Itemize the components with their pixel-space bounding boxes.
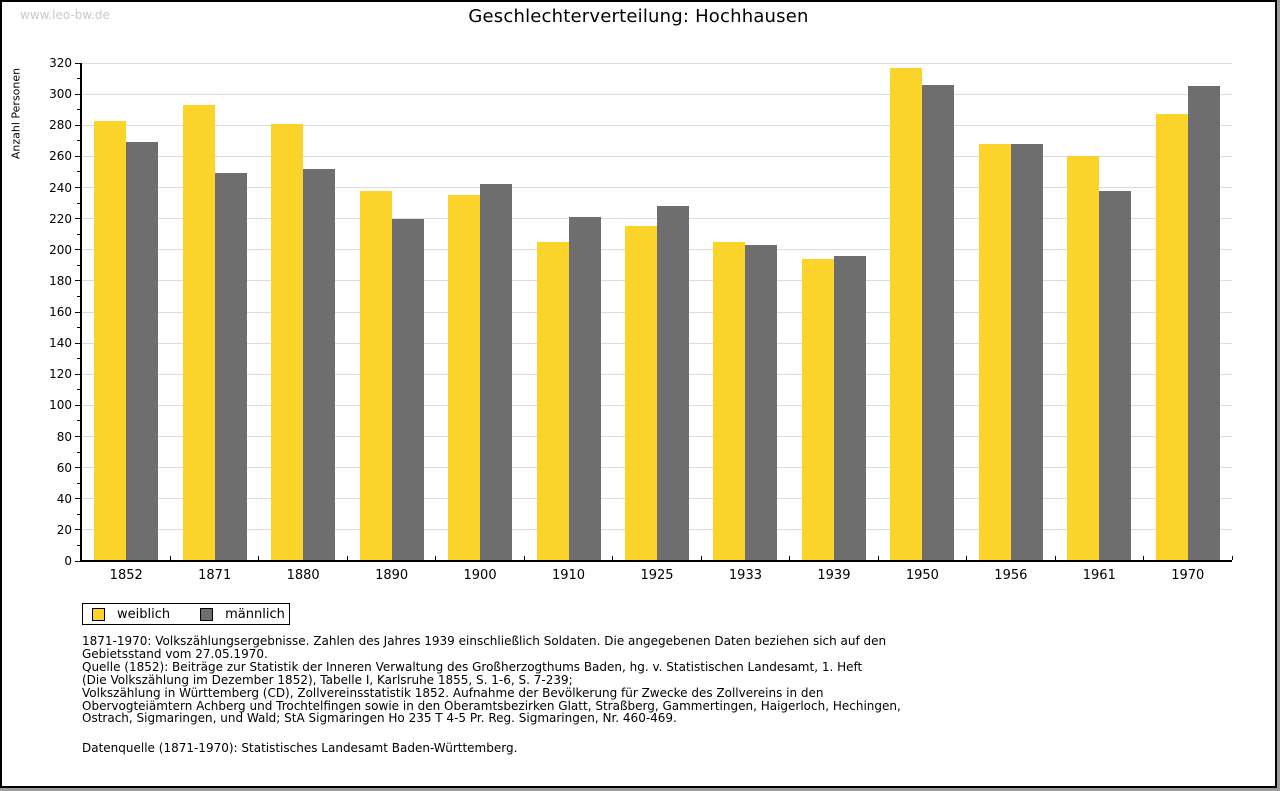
footer-line: Volkszählung in Württemberg (CD), Zollvereinsstatistik 1852. Aufnahme der Bevölkerung für Zwecke des Zollvereins in den [82, 685, 824, 700]
y-minor-tick [77, 358, 80, 359]
y-minor-tick [77, 78, 80, 79]
bar-maennlich-1939 [834, 256, 866, 561]
bar-maennlich-1961 [1099, 191, 1131, 561]
y-axis-line [80, 63, 82, 562]
gridline [82, 63, 1232, 64]
y-tick-label: 260 [49, 149, 72, 164]
y-major-tick [75, 312, 80, 313]
y-major-tick [75, 498, 80, 499]
y-tick-label: 0 [64, 554, 72, 568]
bar-weiblich-1933 [713, 242, 745, 561]
bar-maennlich-1950 [922, 85, 954, 561]
bar-weiblich-1900 [448, 195, 480, 561]
legend-label-maennlich: männlich [225, 606, 285, 622]
y-minor-tick [77, 389, 80, 390]
y-major-tick [75, 405, 80, 406]
footer-line: (Die Volkszählung im Dezember 1852), Tabelle I, Karlsruhe 1855, S. 1-6, S. 7-239; [82, 672, 573, 687]
bar-maennlich-1871 [215, 173, 247, 561]
x-label-1933: 1933 [728, 568, 762, 583]
y-major-tick [75, 125, 80, 126]
y-major-tick [75, 187, 80, 188]
bar-maennlich-1910 [569, 217, 601, 561]
footer-line: Obervogteiämtern Achberg und Trochtelfingen sowie in den Oberamtsbezirken Glatt, Straßberg, Gammertingen, Haigerloch, Hechingen, [82, 698, 901, 713]
y-major-tick [75, 63, 80, 64]
gridline [82, 94, 1232, 95]
x-tick [1143, 556, 1144, 560]
bar-maennlich-1900 [480, 184, 512, 561]
y-major-tick [75, 467, 80, 468]
x-tick [612, 556, 613, 560]
footer-datasource: Datenquelle (1871-1970): Statistisches Landesamt Baden-Württemberg. [82, 741, 518, 756]
y-minor-tick [77, 203, 80, 204]
x-tick [347, 556, 348, 560]
x-label-1910: 1910 [551, 568, 586, 583]
x-label-1852: 1852 [109, 568, 143, 583]
y-minor-tick [77, 296, 80, 297]
bar-maennlich-1852 [126, 142, 158, 561]
x-label-1880: 1880 [286, 568, 320, 583]
chart-title: Geschlechterverteilung: Hochhausen [468, 6, 809, 27]
bar-weiblich-1970 [1156, 114, 1188, 561]
legend-swatch-weiblich [92, 608, 105, 621]
x-label-1871: 1871 [198, 568, 232, 583]
x-tick [170, 556, 171, 560]
y-minor-tick [77, 109, 80, 110]
footer-line: Ostrach, Sigmaringen, und Wald; StA Sigmaringen Ho 235 T 4-5 Pr. Reg. Sigmaringen, Nr. 460-469. [82, 711, 677, 726]
footer-line: 1871-1970: Volkszählungsergebnisse. Zahlen des Jahres 1939 einschließlich Soldaten. Die angegebenen Daten beziehen sich auf den [82, 634, 887, 648]
footer-line: Quelle (1852): Beiträge zur Statistik der Inneren Verwaltung des Großherzogthums Baden, hg. v. Statistischen Landesamt, 1. Heft [82, 659, 863, 674]
gridline [82, 125, 1232, 126]
gridline [82, 187, 1232, 188]
bar-weiblich-1871 [183, 105, 215, 561]
y-minor-tick [77, 514, 80, 515]
bar-maennlich-1970 [1188, 86, 1220, 561]
y-minor-tick [77, 483, 80, 484]
legend-swatch-maennlich [200, 608, 213, 621]
y-tick-label: 100 [49, 398, 72, 413]
y-tick-label: 200 [49, 242, 72, 257]
x-label-1950: 1950 [905, 568, 939, 583]
y-minor-tick [77, 171, 80, 172]
y-tick-label: 320 [49, 56, 72, 70]
bar-weiblich-1939 [802, 259, 834, 561]
x-tick [966, 556, 967, 560]
legend [82, 603, 290, 625]
x-label-1890: 1890 [375, 568, 409, 583]
x-label-1956: 1956 [994, 568, 1028, 583]
y-minor-tick [77, 234, 80, 235]
x-tick [878, 556, 879, 560]
y-major-tick [75, 156, 80, 157]
y-major-tick [75, 436, 80, 437]
bar-maennlich-1933 [745, 245, 777, 561]
bar-maennlich-1880 [303, 169, 335, 561]
y-major-tick [75, 280, 80, 281]
y-tick-label: 40 [56, 491, 72, 506]
y-tick-label: 60 [56, 460, 72, 475]
y-major-tick [75, 94, 80, 95]
legend-label-weiblich: weiblich [117, 606, 171, 622]
x-tick [1232, 556, 1233, 560]
y-tick-label: 180 [49, 273, 72, 288]
y-tick-label: 80 [56, 429, 72, 444]
y-tick-label: 20 [56, 522, 72, 537]
bar-maennlich-1956 [1011, 144, 1043, 561]
footer-line: Gebietsstand vom 27.05.1970. [82, 646, 268, 661]
y-major-tick [75, 249, 80, 250]
y-tick-label: 280 [49, 118, 72, 133]
bar-weiblich-1956 [979, 144, 1011, 561]
footer-notes [82, 635, 1202, 755]
x-tick [1055, 556, 1056, 560]
gridline [82, 156, 1232, 157]
x-label-1961: 1961 [1082, 568, 1116, 583]
x-axis-line [80, 560, 1232, 562]
y-minor-tick [77, 452, 80, 453]
bar-chart [2, 2, 1275, 602]
bar-maennlich-1890 [392, 219, 424, 561]
y-minor-tick [77, 327, 80, 328]
y-major-tick [75, 218, 80, 219]
x-label-1925: 1925 [640, 568, 674, 583]
y-major-tick [75, 374, 80, 375]
x-tick [789, 556, 790, 560]
x-label-1900: 1900 [463, 568, 497, 583]
watermark: www.leo-bw.de [20, 8, 110, 22]
bar-weiblich-1910 [537, 242, 569, 561]
x-label-1939: 1939 [817, 568, 851, 583]
y-tick-label: 220 [49, 211, 72, 226]
y-major-tick [75, 529, 80, 530]
y-minor-tick [77, 420, 80, 421]
x-tick [524, 556, 525, 560]
y-major-tick [75, 561, 80, 562]
y-tick-label: 160 [49, 305, 72, 319]
x-tick [258, 556, 259, 560]
y-minor-tick [77, 545, 80, 546]
y-tick-label: 140 [49, 336, 72, 351]
bar-weiblich-1961 [1067, 156, 1099, 561]
x-label-1970: 1970 [1171, 568, 1205, 583]
bar-weiblich-1925 [625, 226, 657, 561]
y-major-tick [75, 343, 80, 344]
bar-weiblich-1880 [271, 124, 303, 561]
y-axis-title: Anzahl Personen [9, 67, 23, 160]
y-tick-label: 120 [49, 367, 72, 382]
x-tick [435, 556, 436, 560]
y-minor-tick [77, 140, 80, 141]
y-tick-label: 300 [49, 87, 72, 102]
x-tick [701, 556, 702, 560]
bar-weiblich-1852 [94, 121, 126, 561]
bar-maennlich-1925 [657, 206, 689, 561]
y-tick-label: 240 [49, 180, 72, 195]
y-minor-tick [77, 265, 80, 266]
bar-weiblich-1890 [360, 191, 392, 561]
bar-weiblich-1950 [890, 68, 922, 561]
